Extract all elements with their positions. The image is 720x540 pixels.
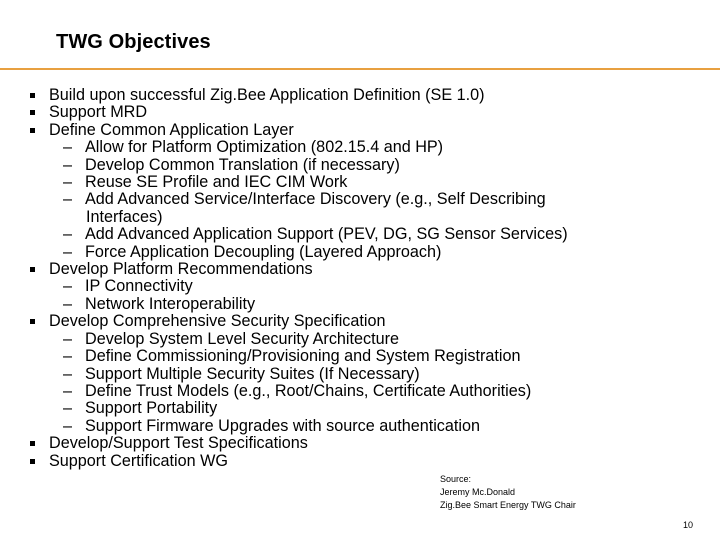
- bullet-item: [30, 435, 710, 452]
- item-text: IP Connectivity: [85, 277, 193, 296]
- item-text: Network Interoperability: [85, 294, 256, 313]
- bullet-item: [30, 87, 710, 104]
- sub-bullet-item: [30, 139, 710, 156]
- item-text: Define Trust Models (e.g., Root/Chains, Certificate Authorities): [85, 381, 532, 400]
- item-text: Add Advanced Application Support (PEV, DG, SG Sensor Services): [85, 225, 568, 244]
- sub-bullet-item: [30, 383, 710, 400]
- item-text: Build upon successful Zig.Bee Application Definition (SE 1.0): [49, 86, 485, 104]
- sub-bullet-item: [30, 296, 710, 313]
- sub-bullet-item: [30, 244, 710, 261]
- dash-bullet-icon: –: [63, 364, 73, 383]
- dash-bullet-icon: –: [63, 242, 73, 261]
- sub-bullet-item: [30, 226, 710, 243]
- item-text: Support MRD: [49, 103, 148, 122]
- square-bullet-icon: [30, 110, 35, 115]
- title-divider: [0, 68, 720, 70]
- sub-bullet-item: [30, 418, 710, 435]
- dash-bullet-icon: –: [63, 399, 73, 418]
- bullet-item: [30, 453, 710, 470]
- dash-bullet-icon: –: [63, 190, 73, 209]
- dash-bullet-icon: –: [63, 155, 73, 174]
- source-role: Zig.Bee Smart Energy TWG Chair: [440, 500, 576, 510]
- item-text: Define Common Application Layer: [49, 120, 294, 139]
- bullet-item: [30, 104, 710, 121]
- square-bullet-icon: [30, 267, 35, 272]
- sub-bullet-item: [30, 278, 710, 295]
- item-text: Support Certification WG: [49, 451, 229, 470]
- sub-bullet-item: [30, 191, 710, 208]
- item-text: Develop System Level Security Architecture: [85, 329, 399, 348]
- dash-bullet-icon: –: [63, 294, 73, 313]
- dash-bullet-icon: –: [63, 329, 73, 348]
- item-text: Define Commissioning/Provisioning and System Registration: [85, 347, 521, 366]
- dash-bullet-icon: –: [63, 173, 73, 192]
- item-text: Force Application Decoupling (Layered Approach): [85, 242, 442, 261]
- source-label: Source:: [440, 474, 472, 484]
- item-text: Support Multiple Security Suites (If Necessary): [85, 364, 420, 383]
- dash-bullet-icon: –: [63, 225, 73, 244]
- sub-bullet-item: [30, 174, 710, 191]
- slide-title: TWG Objectives: [56, 31, 211, 53]
- square-bullet-icon: [30, 459, 35, 464]
- dash-bullet-icon: –: [63, 277, 73, 296]
- item-text: Reuse SE Profile and IEC CIM Work: [85, 173, 348, 192]
- square-bullet-icon: [30, 128, 35, 133]
- item-text: Allow for Platform Optimization (802.15.4 and HP): [85, 138, 444, 157]
- objectives-list: [30, 87, 710, 470]
- bullet-item: [30, 261, 710, 278]
- item-text: Add Advanced Service/Interface Discovery (e.g., Self Describing: [85, 190, 546, 209]
- dash-bullet-icon: –: [63, 381, 73, 400]
- source-note: [440, 473, 576, 512]
- page-number: 10: [683, 520, 694, 530]
- sub-bullet-item: [30, 348, 710, 365]
- dash-bullet-icon: –: [63, 347, 73, 366]
- item-text: Develop Comprehensive Security Specification: [49, 312, 386, 331]
- item-text: Interfaces): [86, 207, 163, 226]
- bullet-item: [30, 122, 710, 139]
- sub-bullet-item: [30, 400, 710, 417]
- bullet-item: [30, 313, 710, 330]
- item-text: Develop Platform Recommendations: [49, 260, 313, 279]
- square-bullet-icon: [30, 441, 35, 446]
- dash-bullet-icon: –: [63, 138, 73, 157]
- square-bullet-icon: [30, 93, 35, 98]
- item-text: Support Firmware Upgrades with source authentication: [85, 416, 480, 435]
- sub-bullet-item: [30, 157, 710, 174]
- sub-bullet-item: [30, 331, 710, 348]
- dash-bullet-icon: –: [63, 416, 73, 435]
- continuation-line: [30, 209, 710, 226]
- sub-bullet-item: [30, 366, 710, 383]
- source-author: Jeremy Mc.Donald: [440, 487, 516, 497]
- square-bullet-icon: [30, 319, 35, 324]
- item-text: Develop Common Translation (if necessary): [85, 155, 400, 174]
- item-text: Develop/Support Test Specifications: [49, 434, 308, 453]
- item-text: Support Portability: [85, 399, 218, 418]
